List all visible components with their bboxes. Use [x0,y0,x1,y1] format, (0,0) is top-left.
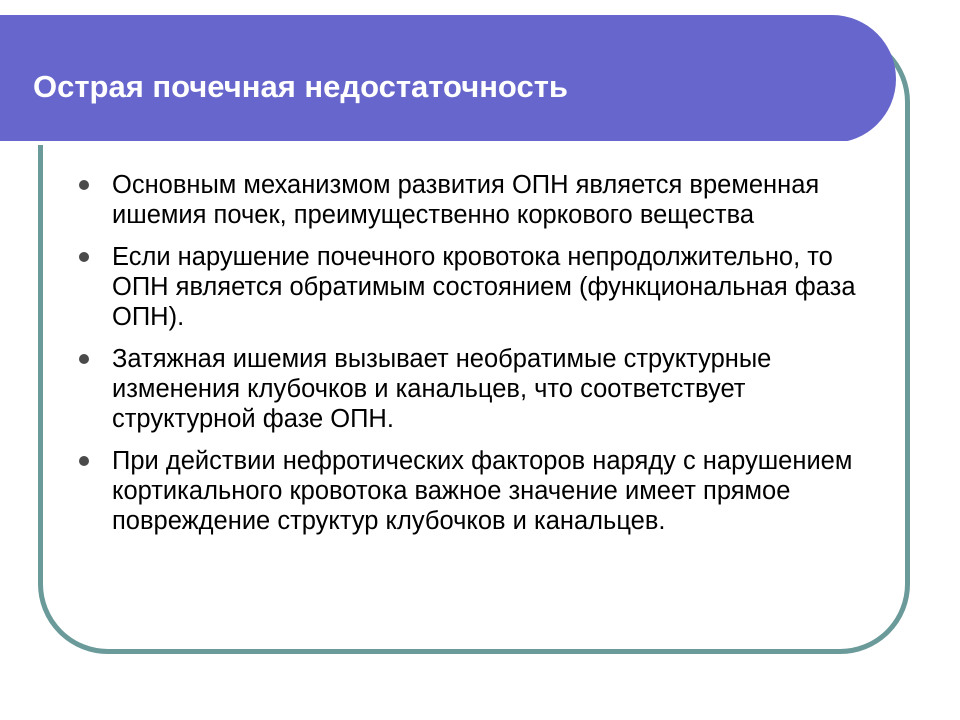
bullet-icon [79,180,89,190]
bullet-text: Основным механизмом развития ОПН является временная ишемия почек, преимущественно коркового вещества [112,171,820,229]
bullet-icon [79,252,89,262]
bullet-icon [79,456,89,466]
bullet-text: При действии нефротических факторов наряду с нарушением кортикального кровотока важное значение имеет прямое повреждение структур клубочков и канальцев. [112,447,853,535]
bullet-item [78,344,888,434]
bullet-item [78,242,888,332]
title-bar [0,15,896,143]
slide-title: Острая почечная недостаточность [33,69,568,104]
title-divider [0,141,848,145]
bullet-list [78,170,888,548]
bullet-item [78,170,888,230]
bullet-icon [79,354,89,364]
bullet-item [78,446,888,536]
bullet-text: Если нарушение почечного кровотока непродолжительно, то ОПН является обратимым состоянием (функциональная фаза ОПН). [112,243,856,331]
bullet-text: Затяжная ишемия вызывает необратимые структурные изменения клубочков и канальцев, что соответствует структурной фазе ОПН. [112,345,772,433]
